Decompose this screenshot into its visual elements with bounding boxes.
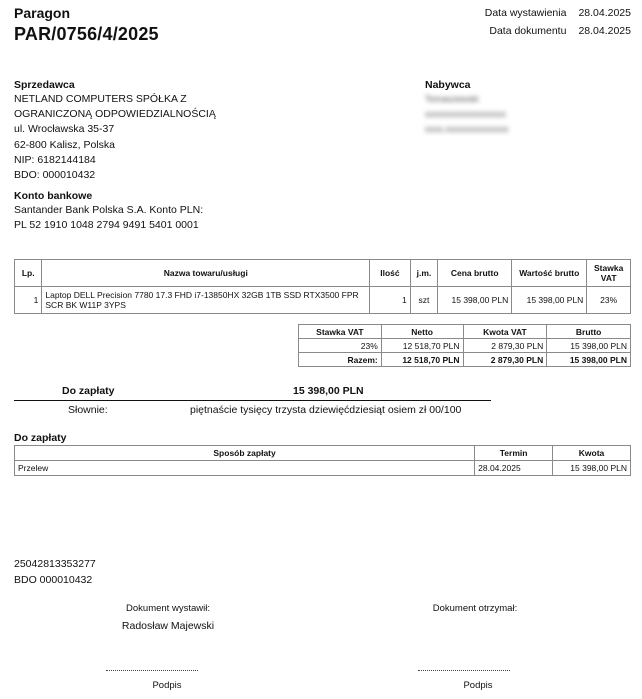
- signature-label-issuer: Podpis: [152, 680, 182, 691]
- signature-line-issuer: [106, 670, 198, 671]
- signature-label-receiver: Podpis: [463, 680, 493, 691]
- document-type: Paragon: [14, 5, 71, 21]
- seller-city: 62-800 Kalisz, Polska: [14, 138, 115, 151]
- buyer-line2: xxxxxxxxxxxxxxxxxx: [425, 109, 506, 120]
- receipt-code: 25042813353277: [14, 558, 96, 570]
- seller-nip: NIP: 6182144184: [14, 153, 96, 166]
- buyer-line3: xxxx.xxxxxxxxxxxxxx: [425, 124, 509, 135]
- signature-line-receiver: [418, 670, 510, 671]
- items-table: [14, 259, 631, 314]
- vat-rate: 23%: [299, 339, 382, 353]
- vat-total-label: Razem:: [299, 353, 382, 367]
- bank-block: [14, 190, 203, 233]
- table-row: [15, 287, 631, 314]
- vat-total-vat: 2 879,30 PLN: [463, 353, 547, 367]
- seller-bdo: BDO: 000010432: [14, 169, 96, 182]
- vat-gross: 15 398,00 PLN: [547, 339, 631, 353]
- vat-total-net: 12 518,70 PLN: [381, 353, 463, 367]
- item-gross-value: 15 398,00 PLN: [512, 287, 587, 314]
- pay-amount: 15 398,00 PLN: [553, 461, 631, 476]
- dates-block: [485, 4, 631, 40]
- issue-date-label: Data wystawienia: [484, 7, 567, 19]
- col-lp: Lp.: [15, 260, 42, 287]
- amount-due-label: Do zapłaty: [62, 385, 115, 397]
- document-number: PAR/0756/4/2025: [14, 24, 159, 44]
- col-gross-value: Wartość brutto: [512, 260, 587, 287]
- document-date-value: 28.04.2025: [578, 25, 631, 37]
- pay-method: Przelew: [15, 461, 475, 476]
- seller-name-line2: OGRANICZONĄ ODPOWIEDZIALNOŚCIĄ: [14, 108, 216, 121]
- issuer-name: Radosław Majewski: [121, 620, 215, 632]
- item-qty: 1: [370, 287, 411, 314]
- col-gross-price: Cena brutto: [438, 260, 512, 287]
- table-row: [15, 461, 631, 476]
- seller-street: ul. Wrocławska 35-37: [14, 123, 115, 136]
- payments-title: Do zapłaty: [14, 432, 67, 444]
- table-row: [299, 339, 631, 353]
- amount-words-value: piętnaście tysięcy trzysta dziewięćdziesiąt osiem zł 00/100: [190, 404, 462, 416]
- bank-account: PL 52 1910 1048 2794 9491 5401 0001: [14, 219, 199, 232]
- col-qty: Ilość: [370, 260, 411, 287]
- item-lp: 1: [15, 287, 42, 314]
- vat-col-vat: Kwota VAT: [463, 325, 547, 339]
- items-header-row: [15, 260, 631, 287]
- issued-by-label: Dokument wystawił:: [126, 603, 210, 614]
- col-name: Nazwa towaru/usługi: [42, 260, 370, 287]
- received-by-label: Dokument otrzymał:: [432, 603, 518, 614]
- vat-col-rate: Stawka VAT: [299, 325, 382, 339]
- issue-date-value: 28.04.2025: [578, 7, 631, 19]
- bank-title: Konto bankowe: [14, 190, 93, 202]
- codes-block: [14, 556, 96, 588]
- vat-net: 12 518,70 PLN: [381, 339, 463, 353]
- pay-col-amount: Kwota: [553, 446, 631, 461]
- col-unit: j.m.: [410, 260, 437, 287]
- payments-header-row: [15, 446, 631, 461]
- vat-summary-table: [298, 324, 631, 367]
- document-date-label: Data dokumentu: [489, 25, 567, 37]
- vat-header-row: [299, 325, 631, 339]
- vat-col-net: Netto: [381, 325, 463, 339]
- vat-amount: 2 879,30 PLN: [463, 339, 547, 353]
- amount-due-divider: [14, 400, 491, 401]
- pay-col-method: Sposób zapłaty: [15, 446, 475, 461]
- bdo-code: BDO 000010432: [14, 574, 93, 586]
- buyer-block: [425, 79, 509, 138]
- item-vat-rate: 23%: [587, 287, 631, 314]
- buyer-line1: Tomaszewski: [425, 94, 479, 104]
- amount-words-label: Słownie:: [68, 404, 108, 416]
- seller-block: [14, 79, 216, 183]
- amount-due-value: 15 398,00 PLN: [293, 385, 364, 397]
- pay-col-due: Termin: [475, 446, 553, 461]
- received-by-block: [410, 603, 540, 614]
- seller-name-line1: NETLAND COMPUTERS SPÓŁKA Z: [14, 93, 187, 105]
- vat-total-gross: 15 398,00 PLN: [547, 353, 631, 367]
- seller-title: Sprzedawca: [14, 79, 75, 91]
- col-vat-rate: Stawka VAT: [587, 260, 631, 287]
- pay-due: 28.04.2025: [475, 461, 553, 476]
- item-unit: szt: [410, 287, 437, 314]
- payments-table: [14, 445, 631, 476]
- vat-col-gross: Brutto: [547, 325, 631, 339]
- bank-name: Santander Bank Polska S.A. Konto PLN:: [14, 204, 204, 216]
- buyer-title: Nabywca: [425, 79, 471, 91]
- vat-total-row: [299, 353, 631, 367]
- issued-by-block: [103, 603, 233, 632]
- item-gross-price: 15 398,00 PLN: [438, 287, 512, 314]
- item-name: Laptop DELL Precision 7780 17.3 FHD i7-13850HX 32GB 1TB SSD RTX3500 FPR SCR BK W11P 3YPS: [42, 287, 370, 314]
